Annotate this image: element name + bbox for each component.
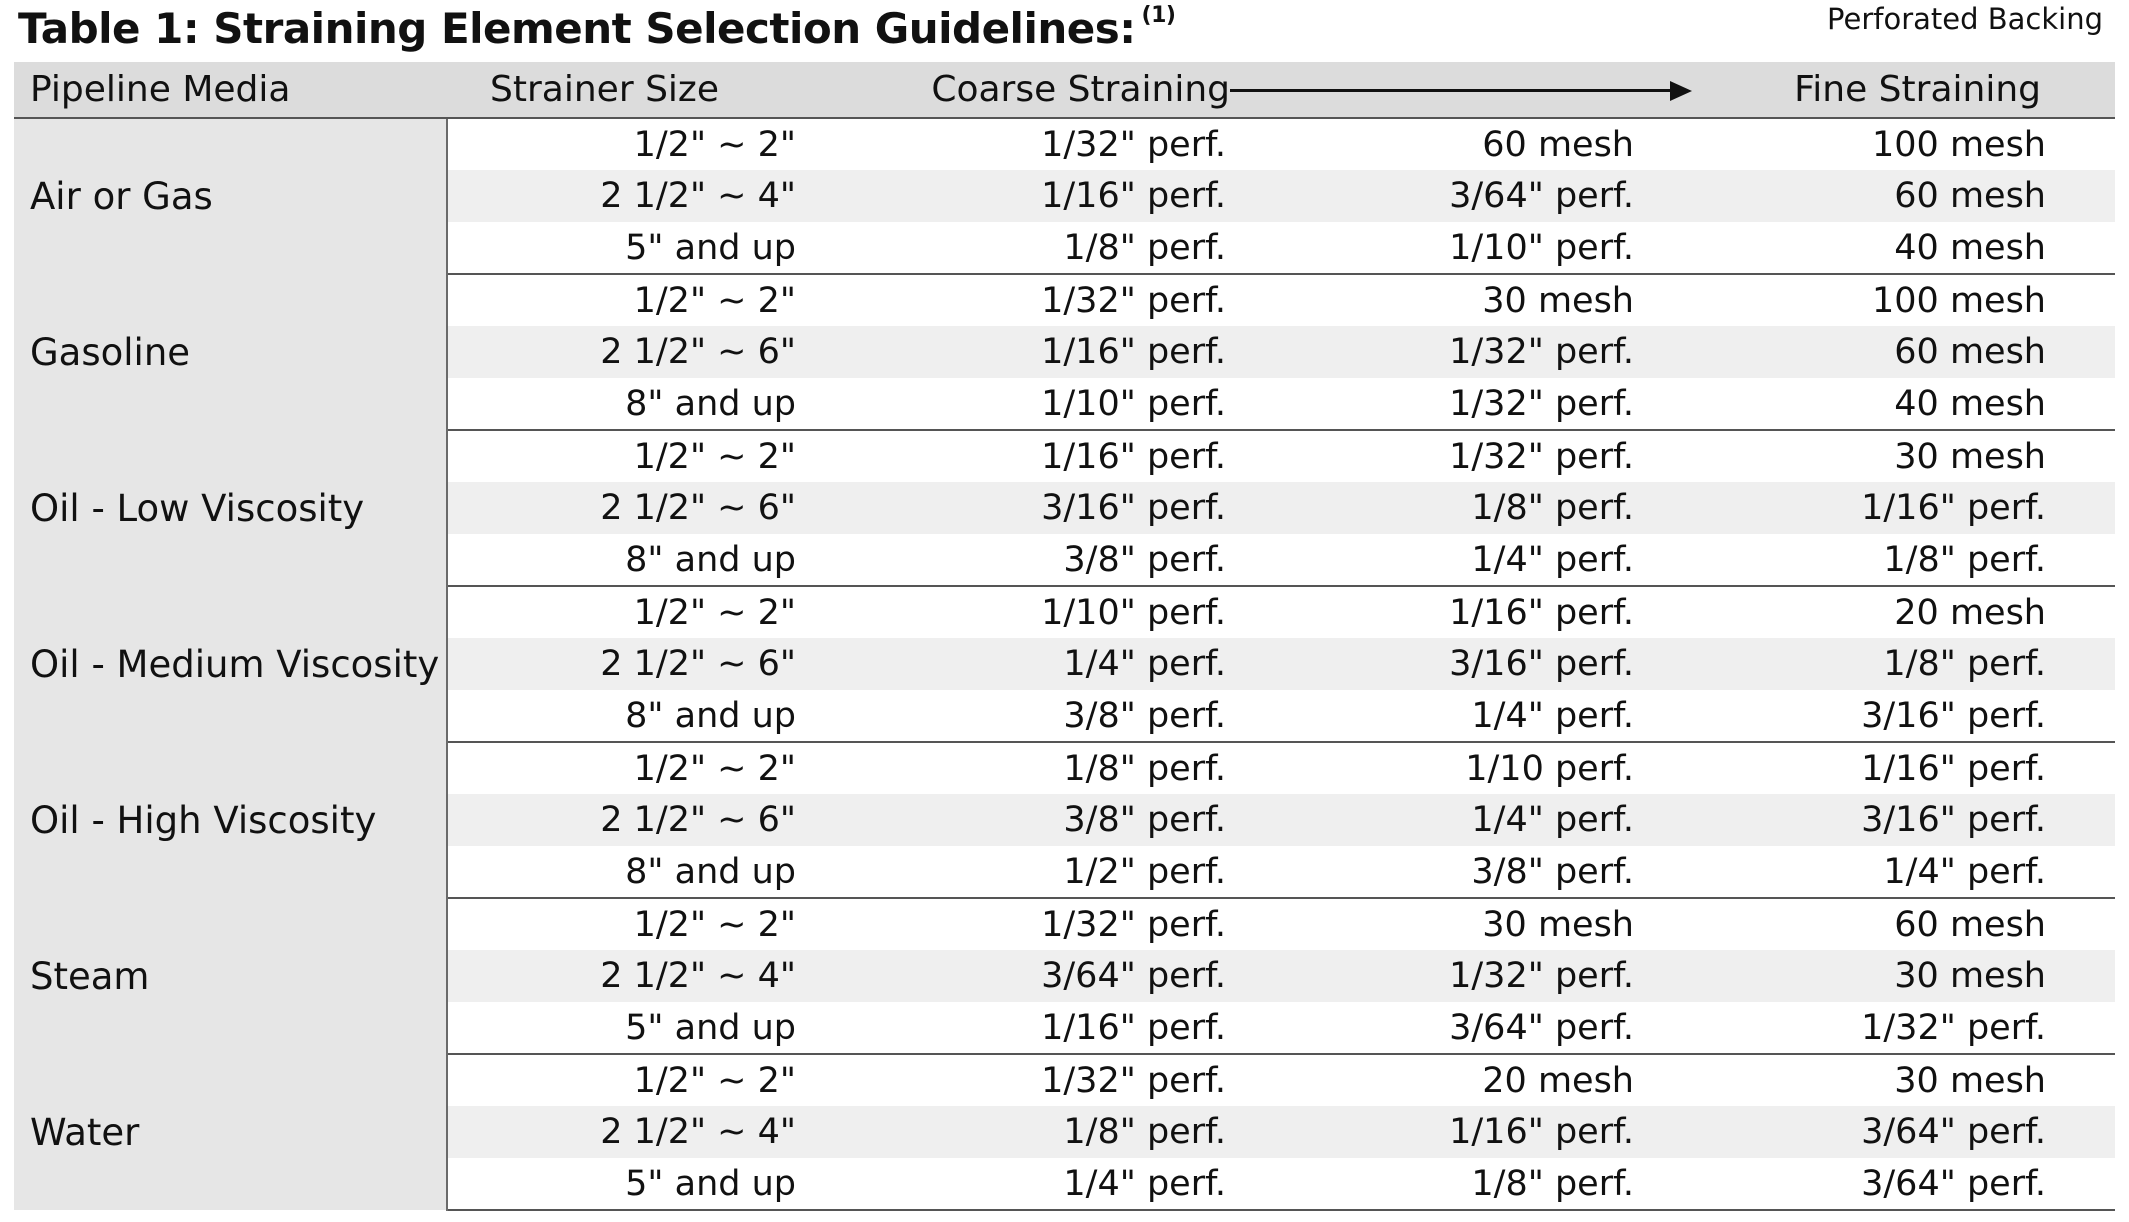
intermediate-straining-cell: 1/16" perf. (1230, 1106, 1644, 1158)
strainer-size-cell: 1/2" ~ 2" (633, 592, 796, 633)
fine-straining-cell: 20 mesh (1894, 592, 2046, 633)
strainer-size-cell: 2 1/2" ~ 6" (447, 482, 810, 534)
table-body (14, 118, 2115, 1210)
strainer-size-cell: 1/2" ~ 2" (633, 1060, 796, 1101)
strainer-size-cell: 1/2" ~ 2" (633, 436, 796, 477)
header-strainer-size: Strainer Size (447, 62, 810, 118)
pipeline-media-cell: Oil - High Viscosity (14, 742, 447, 898)
table-title-text: Table 1: Straining Element Selection Guidelines: (18, 4, 1136, 53)
table-title (18, 4, 1175, 53)
title-footnote: (1) (1141, 3, 1176, 28)
intermediate-straining-cell: 30 mesh (1482, 904, 1634, 945)
fine-straining-cell: 100 mesh (1872, 124, 2046, 165)
table-row (14, 118, 2115, 170)
fine-straining-cell: 100 mesh (1872, 280, 2046, 321)
perforated-backing-label: Perforated Backing (1827, 2, 2103, 36)
table-row (14, 1054, 2115, 1106)
fine-straining-cell: 30 mesh (1894, 436, 2046, 477)
strainer-size-cell: 2 1/2" ~ 6" (447, 794, 810, 846)
fine-straining-cell: 3/64" perf. (1644, 1106, 2115, 1158)
fine-straining-cell: 1/32" perf. (1644, 1002, 2115, 1054)
coarse-straining-cell: 1/32" perf. (1041, 280, 1226, 321)
coarse-straining-cell: 1/16" perf. (810, 326, 1230, 378)
fine-straining-cell: 3/16" perf. (1644, 794, 2115, 846)
intermediate-straining-cell: 30 mesh (1482, 280, 1634, 321)
intermediate-straining-cell: 1/32" perf. (1230, 326, 1644, 378)
strainer-size-cell: 2 1/2" ~ 4" (447, 950, 810, 1002)
intermediate-straining-cell: 1/32" perf. (1230, 378, 1644, 430)
strainer-size-cell: 5" and up (447, 222, 810, 274)
table-row (14, 430, 2115, 482)
intermediate-straining-cell: 3/64" perf. (1230, 1002, 1644, 1054)
table-row (14, 274, 2115, 326)
strainer-selection-table (14, 62, 2115, 1211)
coarse-straining-cell: 1/16" perf. (810, 1002, 1230, 1054)
coarse-straining-cell: 1/10" perf. (1041, 592, 1226, 633)
strainer-size-cell: 2 1/2" ~ 4" (447, 170, 810, 222)
intermediate-straining-cell: 60 mesh (1482, 124, 1634, 165)
intermediate-straining-cell: 3/16" perf. (1230, 638, 1644, 690)
intermediate-straining-cell: 1/4" perf. (1230, 794, 1644, 846)
fine-straining-cell: 60 mesh (1894, 904, 2046, 945)
fine-straining-cell: 1/4" perf. (1644, 846, 2115, 898)
pipeline-media-cell: Air or Gas (14, 118, 447, 274)
fine-straining-cell: 1/16" perf. (1644, 482, 2115, 534)
table-row (14, 742, 2115, 794)
strainer-size-cell: 1/2" ~ 2" (633, 124, 796, 165)
strainer-size-cell: 8" and up (447, 690, 810, 742)
pipeline-media-cell: Water (14, 1054, 447, 1210)
coarse-straining-cell: 1/16" perf. (810, 170, 1230, 222)
coarse-straining-cell: 1/32" perf. (1041, 124, 1226, 165)
pipeline-media-cell: Steam (14, 898, 447, 1054)
intermediate-straining-cell: 3/8" perf. (1230, 846, 1644, 898)
coarse-straining-cell: 1/32" perf. (1041, 1060, 1226, 1101)
strainer-size-cell: 2 1/2" ~ 4" (447, 1106, 810, 1158)
header-pipeline-media: Pipeline Media (14, 62, 447, 118)
intermediate-straining-cell: 20 mesh (1482, 1060, 1634, 1101)
coarse-straining-cell: 1/4" perf. (810, 638, 1230, 690)
strainer-size-cell: 5" and up (447, 1158, 810, 1210)
fine-straining-cell: 30 mesh (1644, 950, 2115, 1002)
fine-straining-cell: 1/16" perf. (1861, 748, 2046, 789)
pipeline-media-cell: Oil - Medium Viscosity (14, 586, 447, 742)
intermediate-straining-cell: 1/4" perf. (1230, 534, 1644, 586)
fine-straining-cell: 1/8" perf. (1644, 638, 2115, 690)
coarse-straining-cell: 3/8" perf. (810, 690, 1230, 742)
intermediate-straining-cell: 1/32" perf. (1449, 436, 1634, 477)
strainer-size-cell: 8" and up (447, 378, 810, 430)
intermediate-straining-cell: 3/64" perf. (1230, 170, 1644, 222)
right-arrow-icon (1230, 81, 1692, 101)
intermediate-straining-cell: 1/4" perf. (1230, 690, 1644, 742)
intermediate-straining-cell: 1/32" perf. (1230, 950, 1644, 1002)
strainer-size-cell: 8" and up (447, 846, 810, 898)
intermediate-straining-cell: 1/8" perf. (1230, 1158, 1644, 1210)
strainer-size-cell: 1/2" ~ 2" (633, 280, 796, 321)
fine-straining-cell: 60 mesh (1644, 170, 2115, 222)
fine-straining-cell: 60 mesh (1644, 326, 2115, 378)
coarse-straining-cell: 3/64" perf. (810, 950, 1230, 1002)
pipeline-media-cell: Oil - Low Viscosity (14, 430, 447, 586)
intermediate-straining-cell: 1/10 perf. (1465, 748, 1634, 789)
fine-straining-cell: 1/8" perf. (1644, 534, 2115, 586)
fine-straining-cell: 3/16" perf. (1644, 690, 2115, 742)
pipeline-media-cell: Gasoline (14, 274, 447, 430)
header-coarse-straining: Coarse Straining (810, 62, 1230, 118)
coarse-straining-cell: 1/8" perf. (810, 222, 1230, 274)
coarse-straining-cell: 1/16" perf. (1041, 436, 1226, 477)
strainer-size-cell: 5" and up (447, 1002, 810, 1054)
coarse-straining-cell: 1/4" perf. (810, 1158, 1230, 1210)
coarse-straining-cell: 3/8" perf. (810, 534, 1230, 586)
coarse-straining-cell: 1/10" perf. (810, 378, 1230, 430)
coarse-straining-cell: 1/8" perf. (1063, 748, 1226, 789)
fine-straining-cell: 3/64" perf. (1644, 1158, 2115, 1210)
intermediate-straining-cell: 1/8" perf. (1230, 482, 1644, 534)
intermediate-straining-cell: 1/10" perf. (1230, 222, 1644, 274)
fine-straining-cell: 30 mesh (1894, 1060, 2046, 1101)
strainer-size-cell: 1/2" ~ 2" (633, 904, 796, 945)
fine-straining-cell: 40 mesh (1644, 378, 2115, 430)
strainer-size-cell: 8" and up (447, 534, 810, 586)
strainer-size-cell: 2 1/2" ~ 6" (447, 638, 810, 690)
strainer-size-cell: 2 1/2" ~ 6" (447, 326, 810, 378)
header-arrow (1230, 62, 1644, 118)
table-header-row (14, 62, 2115, 118)
coarse-straining-cell: 3/8" perf. (810, 794, 1230, 846)
coarse-straining-cell: 1/2" perf. (810, 846, 1230, 898)
table-row (14, 586, 2115, 638)
table-row (14, 898, 2115, 950)
coarse-straining-cell: 1/8" perf. (810, 1106, 1230, 1158)
coarse-straining-cell: 3/16" perf. (810, 482, 1230, 534)
header-fine-straining: Fine Straining (1644, 62, 2115, 118)
intermediate-straining-cell: 1/16" perf. (1449, 592, 1634, 633)
strainer-size-cell: 1/2" ~ 2" (633, 748, 796, 789)
fine-straining-cell: 40 mesh (1644, 222, 2115, 274)
coarse-straining-cell: 1/32" perf. (1041, 904, 1226, 945)
